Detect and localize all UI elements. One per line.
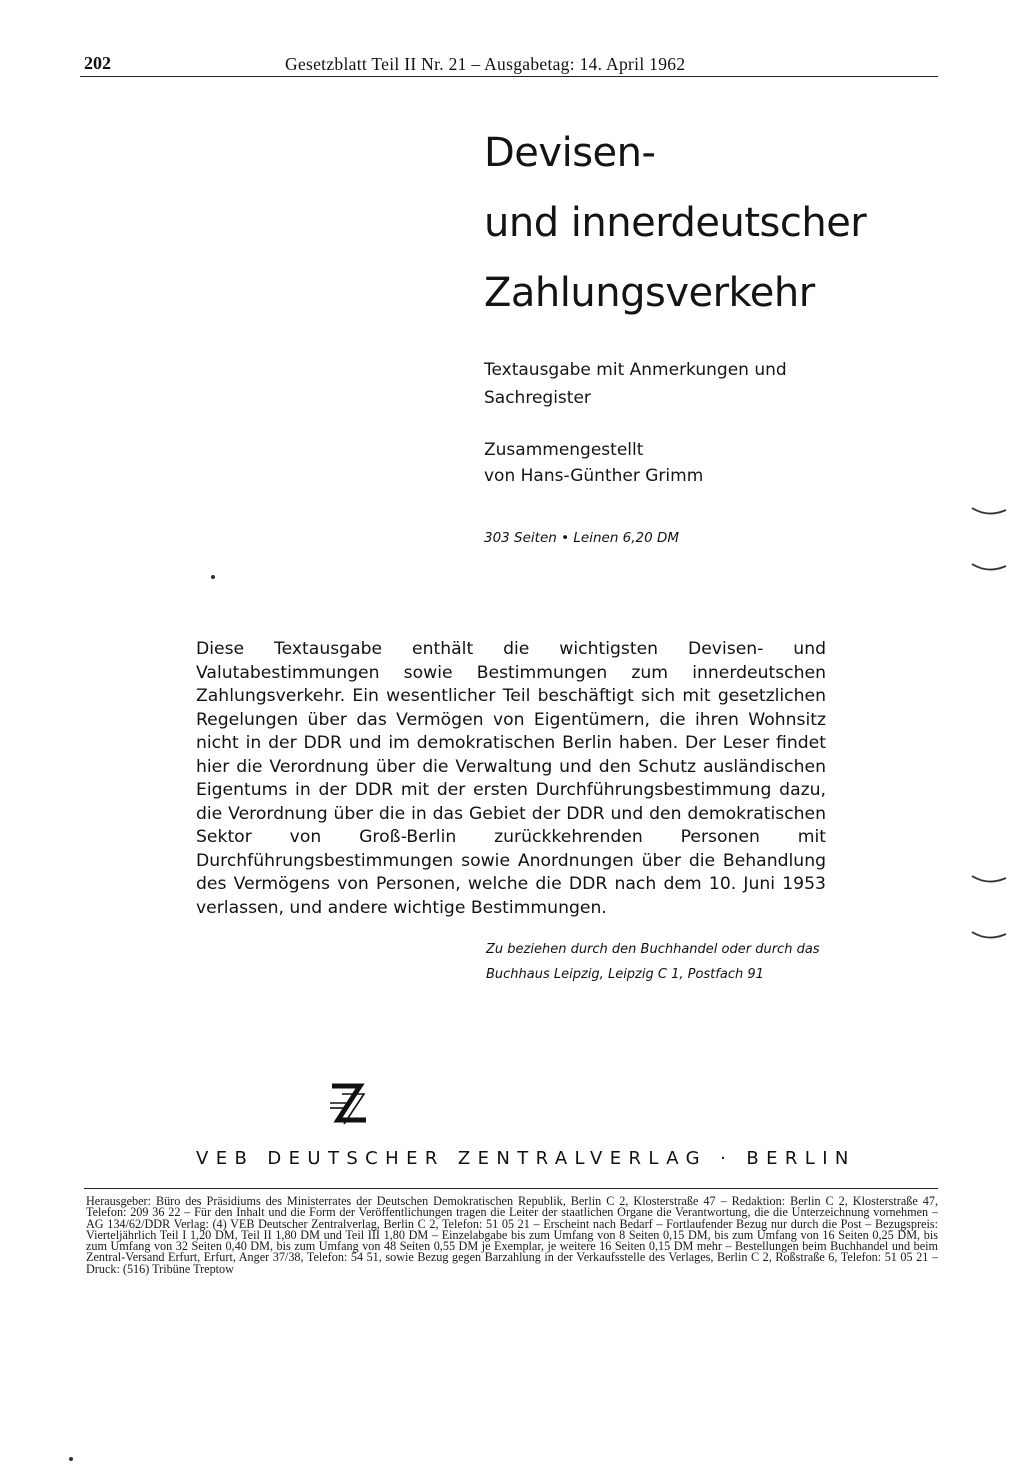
- publisher-name: VEB DEUTSCHER ZENTRALVERLAG · BERLIN: [196, 1148, 856, 1169]
- imprint-text: Herausgeber: Büro des Präsidiums des Ministerrates der Deutschen Demokratischen Republik, Berlin C 2, Klosterstraße 47 – Redaktion: Berlin C 2, Klosterstraße 47, Telefon: 209 36 22 – Für den Inhalt und die Form der Veröffentlichungen tragen die Leiter der staatlichen Organe die Verantwortung, die die Unterzeichnung vornehmen – AG 134/62/DDR Verlag: (4) VEB Deutscher Zentralverlag, Berlin C 2, Telefon: 51 05 21 – Erscheint nach Bedarf – Fortlaufender Bezug nur durch die Post – Bezugspreis: Vierteljährlich Teil I 1,20 DM, Teil II 1,80 DM und Teil III 1,80 DM – Einzelabgabe bis zum Umfang von 8 Seiten 0,15 DM, bis zum Umfang von 16 Seiten 0,25 DM, bis zum Umfang von 32 Seiten 0,40 DM, bis zum Umfang von 48 Seiten 0,55 DM je Exemplar, je weitere 16 Seiten 0,15 DM mehr – Bestellungen beim Buchhandel und beim Zentral-Versand Erfurt, Erfurt, Anger 37/38, Telefon: 54 51, sowie Bezug gegen Barzahlung in der Verkaufsstelle des Verlages, Berlin C 2, Roßstraße 6, Telefon: 51 05 21 – Druck: (516) Tribüne Treptow: [86, 1194, 938, 1276]
- order-info-line: Buchhaus Leipzig, Leipzig C 1, Postfach 91: [486, 967, 764, 982]
- scan-dot-icon: [208, 572, 218, 582]
- zentralverlag-logo-icon: [324, 1078, 374, 1128]
- running-head: Gesetzblatt Teil II Nr. 21 – Ausgabetag: 14. April 1962: [285, 54, 686, 74]
- book-subtitle-line: Textausgabe mit Anmerkungen und: [484, 360, 787, 380]
- order-info-line: Zu beziehen durch den Buchhandel oder durch das: [486, 942, 820, 957]
- book-title-line: Zahlungsverkehr: [484, 270, 815, 316]
- book-title-line: und innerdeutscher: [484, 200, 867, 246]
- scan-mark-icon: [966, 868, 1016, 888]
- imprint-rule: [84, 1188, 938, 1189]
- book-description: Diese Textausgabe enthält die wichtigsten Devisen- und Valutabestimmungen sowie Bestimmungen zum innerdeutschen Zahlungsverkehr. Ein wesentlicher Teil beschäftigt sich mit gesetzlichen Regelungen über das Vermögen von Eigentümern, die ihren Wohnsitz nicht in der DDR und im demokratischen Berlin haben. Der Leser findet hier die Verordnung über die Verwaltung und den Schutz ausländischen Eigentums in der DDR mit der ersten Durchführungsbestimmung dazu, die Verordnung über die in das Gebiet der DDR und den demokratischen Sektor von Groß-Berlin zurückkehrenden Personen mit Durchführungsbestimmungen sowie Anordnungen über die Behandlung des Vermögens von Personen, welche die DDR nach dem 10. Juni 1953 verlassen, und andere wichtige Bestimmungen.: [196, 639, 826, 918]
- scan-mark-icon: [966, 556, 1016, 576]
- scan-mark-icon: [966, 924, 1016, 944]
- compiler-line: Zusammengestellt: [484, 440, 644, 460]
- price-line: 303 Seiten • Leinen 6,20 DM: [484, 530, 680, 546]
- scan-mark-icon: [966, 500, 1016, 520]
- book-subtitle-line: Sachregister: [484, 388, 591, 408]
- header-rule: [80, 76, 938, 77]
- scan-dot-icon: [66, 1454, 76, 1464]
- book-title-line: Devisen-: [484, 130, 656, 176]
- compiler-line: von Hans-Günther Grimm: [484, 466, 704, 486]
- page-number: 202: [84, 53, 111, 73]
